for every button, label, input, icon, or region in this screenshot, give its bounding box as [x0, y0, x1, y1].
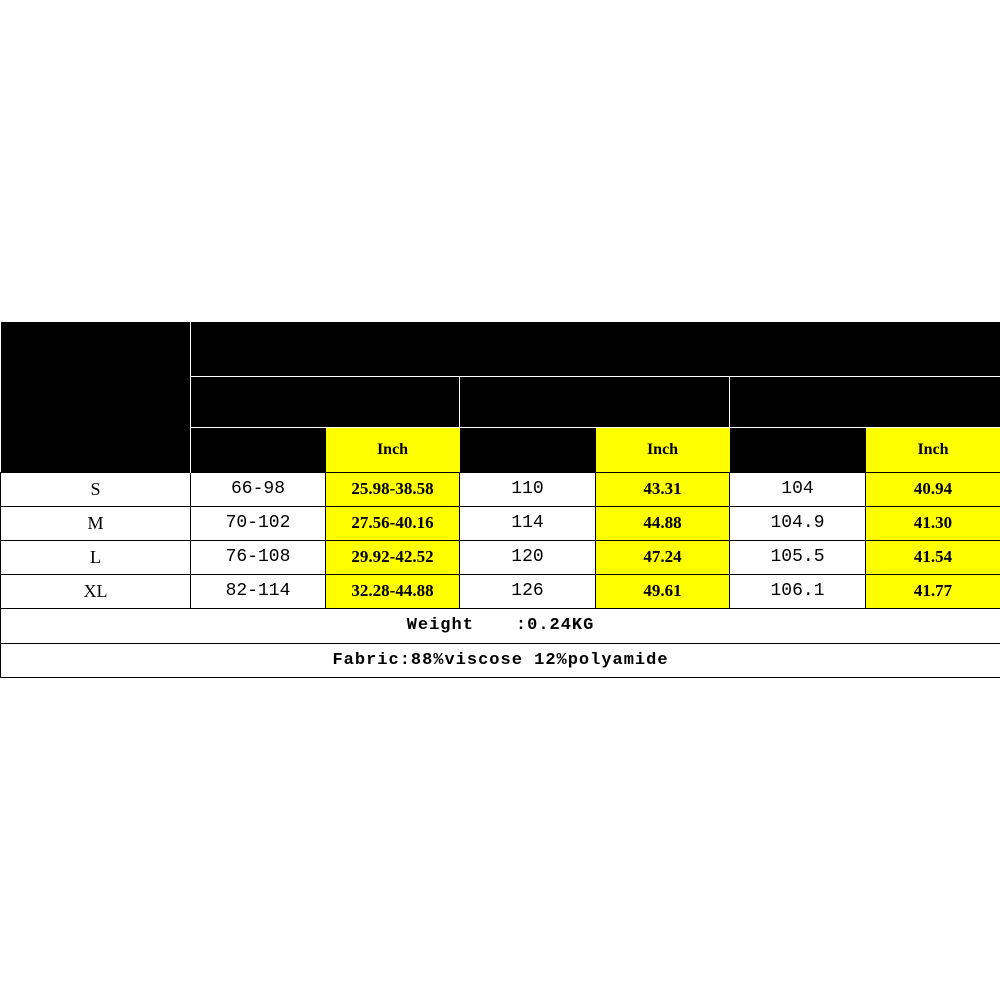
length-cm-header: cm	[730, 427, 866, 472]
hip-inch-cell: 47.24	[596, 540, 730, 574]
size-cell: M	[1, 506, 191, 540]
table-row	[1, 540, 1000, 574]
fabric-cell: Fabric:88%viscose 12%polyamide	[1, 643, 1000, 677]
length-cm-cell: 104.9	[730, 506, 866, 540]
hip-cm-cell: 110	[460, 472, 596, 506]
hip-cm-cell: 126	[460, 574, 596, 608]
size-cell: XL	[1, 574, 191, 608]
length-inch-cell: 41.30	[866, 506, 1000, 540]
length-inch-cell: 40.94	[866, 472, 1000, 506]
length-inch-cell: 41.77	[866, 574, 1000, 608]
title-code: TM5404#	[483, 336, 568, 361]
size-cell: L	[1, 540, 191, 574]
weight-cell	[1, 608, 1000, 643]
hip-cm-cell: 120	[460, 540, 596, 574]
hip-cm-header: cm	[460, 427, 596, 472]
hip-cm-cell: 114	[460, 506, 596, 540]
size-cell: S	[1, 472, 191, 506]
waist-cm-cell: 70-102	[191, 506, 326, 540]
length-cm-cell: 105.5	[730, 540, 866, 574]
table-row	[1, 574, 1000, 608]
waist-inch-header: Inch	[326, 427, 460, 472]
group-hip: Hip	[460, 376, 730, 427]
group-waist: Waist	[191, 376, 460, 427]
weight-label: Weight	[406, 616, 474, 635]
size-column-header: Size	[1, 322, 191, 472]
title-word: Measurement	[572, 337, 709, 361]
waist-cm-cell: 66-98	[191, 472, 326, 506]
length-inch-cell: 41.54	[866, 540, 1000, 574]
length-inch-header: Inch	[866, 427, 1000, 472]
waist-inch-cell: 29.92-42.52	[326, 540, 460, 574]
hip-inch-cell: 43.31	[596, 472, 730, 506]
waist-inch-cell: 25.98-38.58	[326, 472, 460, 506]
group-length: Length	[730, 376, 1000, 427]
waist-inch-cell: 32.28-44.88	[326, 574, 460, 608]
table-row	[1, 506, 1000, 540]
length-cm-cell: 106.1	[730, 574, 866, 608]
hip-inch-header: Inch	[596, 427, 730, 472]
fabric-row	[1, 643, 1000, 677]
waist-cm-cell: 76-108	[191, 540, 326, 574]
hip-inch-cell: 49.61	[596, 574, 730, 608]
table-row	[1, 472, 1000, 506]
waist-cm-cell: 82-114	[191, 574, 326, 608]
weight-row	[1, 608, 1000, 643]
size-chart-table	[0, 322, 1000, 678]
table-title	[191, 322, 1000, 376]
weight-value: :0.24KG	[515, 616, 595, 635]
hip-inch-cell: 44.88	[596, 506, 730, 540]
waist-cm-header: cm	[191, 427, 326, 472]
length-cm-cell: 104	[730, 472, 866, 506]
waist-inch-cell: 27.56-40.16	[326, 506, 460, 540]
